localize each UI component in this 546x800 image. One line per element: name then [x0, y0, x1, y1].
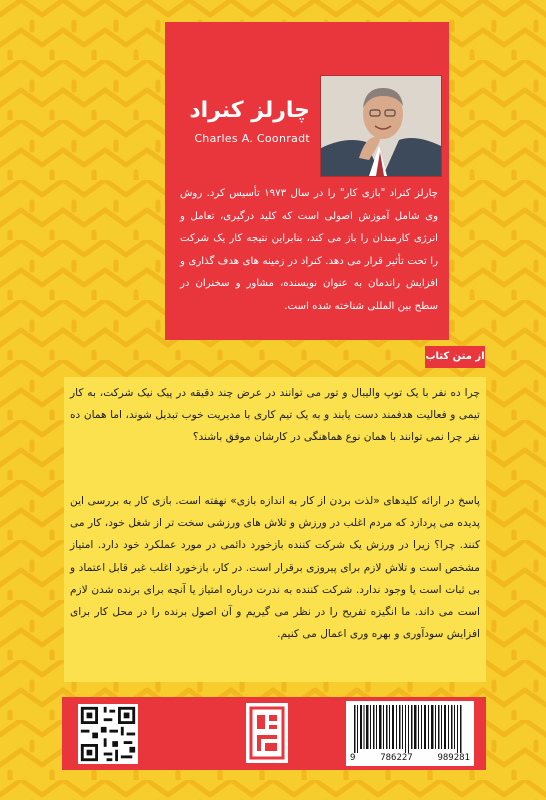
qr-code — [78, 704, 138, 764]
excerpt-paragraph-2: پاسخ در ارائه کلیدهای «لذت بردن از کار به اندازه بازی» نهفته است. بازی کار به بررسی این پدیده می پردازد که مردم اغلب در ورزش و تلاش های ورزشی سخت تر از شغل خود، کار می کنند. چرا؟ زیرا در ورزش یک شرکت کننده بازخورد دائمی در مورد عملکرد خود دارد. امتیاز مشخص است و تلاش لازم برای پیروزی برقرار است. در کار، بازخورد اغلب غیر قابل اعتماد و بی ثبات است یا وجود ندارد. شرکت کننده به ندرت درباره امتیاز یا آنچه برای برنده شدن لازم است می داند. ما انگیزه تفریح را در نظر می گیریم و آن اصول برنده را در محل کار برای افزایش سودآوری و بهره وری اعمال می کنیم. — [70, 495, 480, 641]
publisher-logo — [246, 703, 288, 763]
excerpt-paragraph-1: چرا ده نفر با یک توپ والیبال و تور می توانند در عرض چند دقیقه در پیک نیک شرکت، به کار تیمی و فعالیت هدفمند دست یابند و به یک تیم کاری با مدیریت خوب تبدیل شوند، اما همان ده نفر چرا نمی توانند با همان نوع هماهنگی در کارشان موفق باشند؟ — [70, 387, 480, 444]
author-photo — [320, 75, 442, 177]
barcode-digit-group-1: 9 — [350, 753, 356, 763]
barcode-number — [350, 753, 470, 765]
barcode-digit-group-3: 989281 — [437, 753, 470, 763]
author-name-english: Charles A. Coonradt — [194, 132, 310, 145]
excerpt-tag: از متن کتاب — [425, 346, 485, 368]
author-bio: چارلز کنراد "بازی کار" را در سال ۱۹۷۳ تأسیس کرد. روش وی شامل آموزش اصولی است که کلید درگیری، تعامل و انرژی کارمندان را باز می کند، بنابراین نتیجه کار یک شرکت را تحت تأثیر قرار می دهد. کنراد در زمینه های هدف گذاری و افزایش راندمان به عنوان نویسنده، مشاور و سخنران در سطح بین المللی شناخته شده است. — [180, 188, 438, 312]
publisher-logo-text — [248, 705, 249, 706]
barcode-digit-group-2: 786227 — [380, 753, 413, 763]
author-name-persian: چارلز کنراد — [189, 98, 310, 123]
